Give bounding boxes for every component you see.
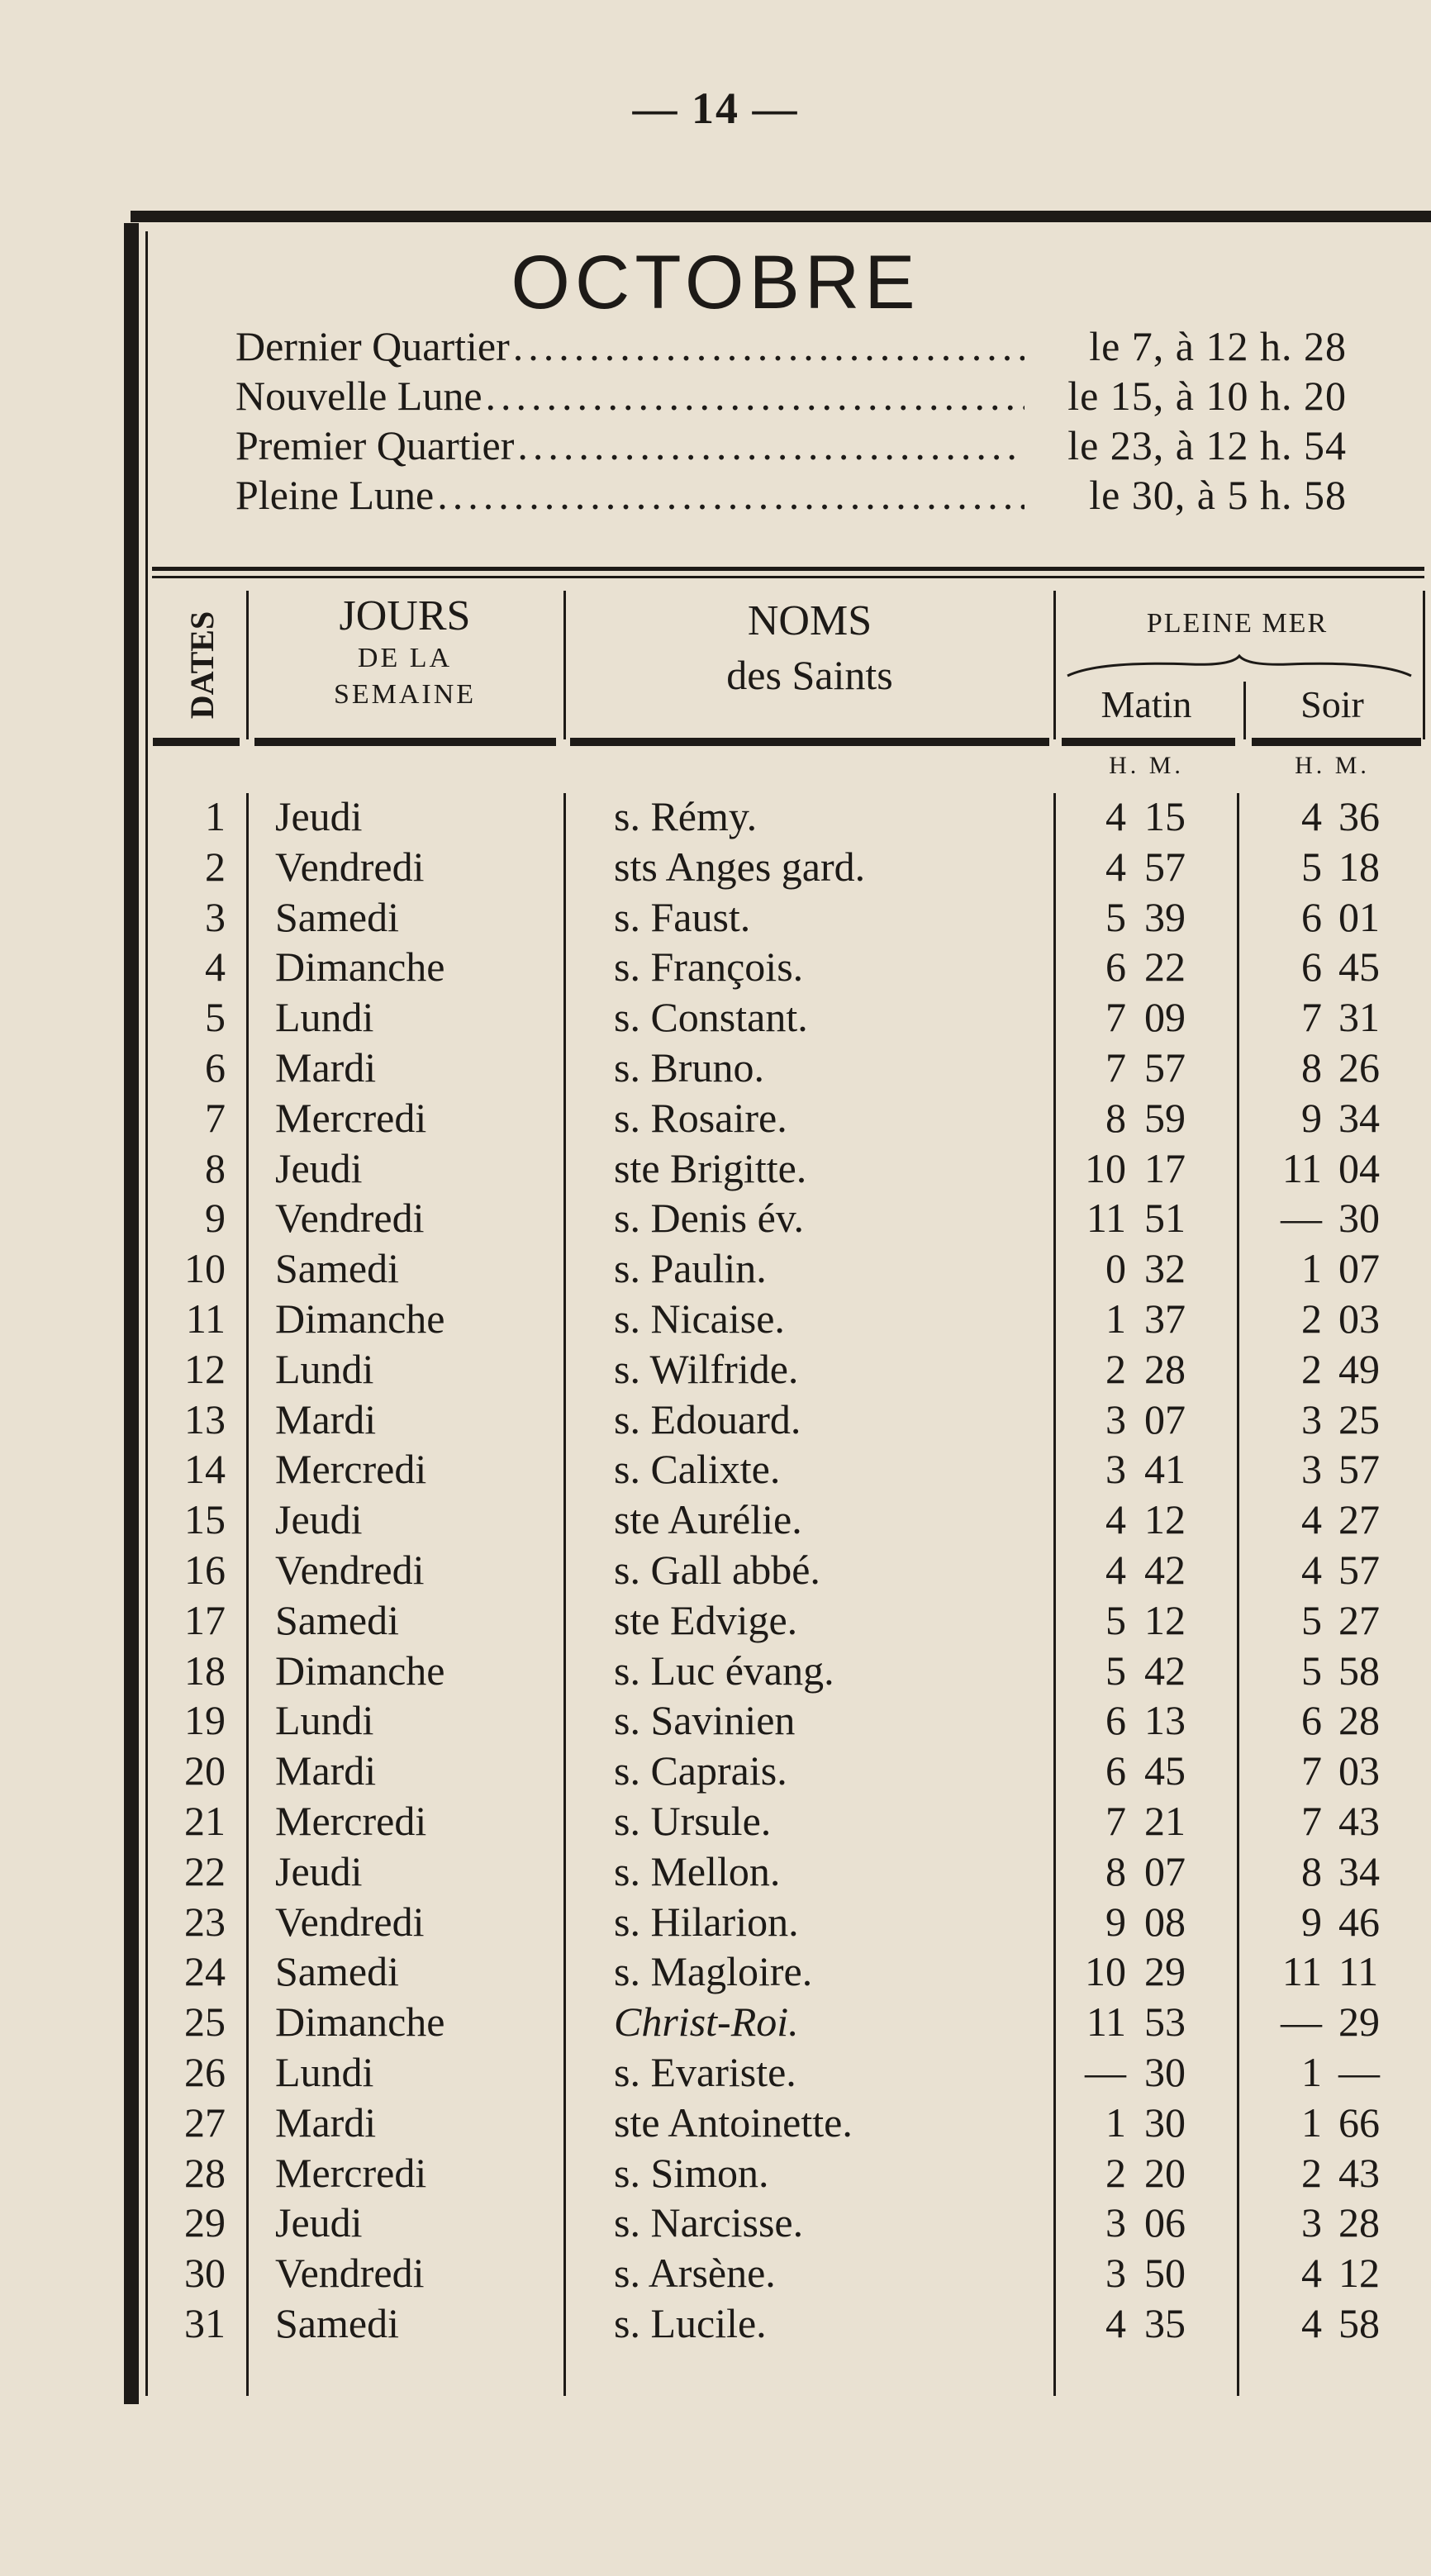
row-soir-hour: 7: [1301, 1747, 1322, 1794]
row-soir-hour: 8: [1301, 1043, 1322, 1091]
row-date: 21: [184, 1797, 226, 1844]
row-soir-hour: —: [1281, 1999, 1322, 2046]
row-soir-hour: 2: [1301, 1295, 1322, 1342]
row-matin-minute: 06: [1144, 2199, 1186, 2246]
row-soir-hour: 4: [1301, 1546, 1322, 1593]
header-underline: [570, 738, 1049, 746]
row-soir-minute: 34: [1338, 1094, 1380, 1141]
row-matin-hour: 6: [1105, 1697, 1126, 1744]
row-saint: s. Nicaise.: [614, 1295, 785, 1342]
row-matin-hour: 7: [1105, 1043, 1126, 1091]
row-matin-minute: 37: [1144, 1295, 1186, 1342]
row-soir-hour: 3: [1301, 1446, 1322, 1493]
row-date: 8: [205, 1144, 226, 1191]
row-date: 2: [205, 843, 226, 890]
row-saint: s. Constant.: [614, 994, 808, 1041]
row-day: Lundi: [275, 2048, 374, 2095]
row-matin-hour: 4: [1105, 793, 1126, 839]
row-matin-minute: 07: [1144, 1847, 1186, 1894]
row-soir-minute: 49: [1338, 1345, 1380, 1392]
row-day: Jeudi: [275, 2199, 363, 2246]
row-saint: s. Faust.: [614, 893, 751, 940]
row-matin-minute: 12: [1144, 1596, 1186, 1643]
row-matin-minute: 57: [1144, 843, 1186, 890]
row-soir-hour: 4: [1301, 2250, 1322, 2297]
row-saint: sts Anges gard.: [614, 843, 866, 890]
row-date: 6: [205, 1043, 226, 1091]
row-day: Vendredi: [275, 1898, 425, 1945]
row-matin-minute: 20: [1144, 2149, 1186, 2196]
header-underline: [1252, 738, 1421, 746]
row-saint: s. Denis év.: [614, 1195, 805, 1242]
row-soir-minute: 28: [1338, 2199, 1380, 2246]
row-matin-minute: 30: [1144, 2098, 1186, 2146]
row-soir-minute: 07: [1338, 1245, 1380, 1292]
row-day: Samedi: [275, 1596, 399, 1643]
row-soir-hour: 11: [1281, 1948, 1322, 1995]
moon-phases: [235, 322, 1347, 520]
row-matin-hour: 4: [1105, 1496, 1126, 1543]
col-subheader-hm-soir: H. M.: [1295, 752, 1370, 779]
moon-phase-row: [235, 471, 1347, 520]
row-saint: s. Edouard.: [614, 1395, 801, 1442]
row-matin-minute: 45: [1144, 1747, 1186, 1794]
col-header-dates-label: DATES: [183, 611, 221, 720]
row-day: Vendredi: [275, 1546, 425, 1593]
row-date: 29: [184, 2199, 226, 2246]
row-matin-minute: 51: [1144, 1195, 1186, 1242]
row-saint: s. Paulin.: [614, 1245, 767, 1292]
row-saint: s. Rosaire.: [614, 1094, 787, 1141]
row-saint: s. Savinien: [614, 1697, 796, 1744]
row-day: Jeudi: [275, 1496, 363, 1543]
col-header-jours-label: JOURS: [339, 592, 471, 639]
leader-dots: [483, 372, 1025, 420]
column-divider: [246, 591, 249, 739]
row-soir-hour: 6: [1301, 1697, 1322, 1744]
row-soir-hour: 9: [1301, 1898, 1322, 1945]
row-day: Lundi: [275, 994, 374, 1041]
column-divider: [1243, 682, 1246, 739]
row-day: Jeudi: [275, 793, 363, 839]
row-saint: s. Ursule.: [614, 1797, 772, 1844]
row-date: 3: [205, 893, 226, 940]
row-date: 5: [205, 994, 226, 1041]
row-matin-hour: 7: [1105, 994, 1126, 1041]
column-divider: [1237, 793, 1239, 2396]
row-matin-minute: 59: [1144, 1094, 1186, 1141]
row-date: 19: [184, 1697, 226, 1744]
row-date: 22: [184, 1847, 226, 1894]
row-soir-hour: 4: [1301, 793, 1322, 839]
row-saint: s. Rémy.: [614, 793, 758, 839]
row-day: Vendredi: [275, 2250, 425, 2297]
row-soir-hour: 7: [1301, 994, 1322, 1041]
row-matin-hour: 6: [1105, 1747, 1126, 1794]
row-date: 7: [205, 1094, 226, 1141]
row-date: 12: [184, 1345, 226, 1392]
row-soir-hour: 1: [1301, 1245, 1322, 1292]
row-saint: s. Luc évang.: [614, 1647, 834, 1694]
row-saint: s. Wilfride.: [614, 1345, 799, 1392]
phase-date: le 30, à 5 h. 58: [1089, 472, 1347, 518]
row-saint: s. Mellon.: [614, 1847, 781, 1894]
column-divider: [563, 591, 566, 739]
row-matin-minute: 35: [1144, 2299, 1186, 2346]
row-matin-hour: 3: [1105, 2250, 1126, 2297]
row-soir-minute: 12: [1338, 2250, 1380, 2297]
row-saint: s. Calixte.: [614, 1446, 781, 1493]
column-divider: [1053, 591, 1056, 739]
row-day: Lundi: [275, 1345, 374, 1392]
row-matin-minute: 50: [1144, 2250, 1186, 2297]
row-matin-hour: 4: [1105, 2299, 1126, 2346]
row-day: Dimanche: [275, 1295, 445, 1342]
row-matin-minute: 42: [1144, 1546, 1186, 1593]
col-header-jours-sub2: SEMAINE: [333, 679, 477, 710]
row-soir-minute: 30: [1338, 1195, 1380, 1242]
row-soir-minute: 57: [1338, 1546, 1380, 1593]
row-matin-minute: 30: [1144, 2048, 1186, 2095]
row-matin-hour: 8: [1105, 1094, 1126, 1141]
row-matin-hour: 9: [1105, 1898, 1126, 1945]
row-soir-hour: 1: [1301, 2098, 1322, 2146]
row-date: 31: [184, 2299, 226, 2346]
row-date: 17: [184, 1596, 226, 1643]
row-date: 30: [184, 2250, 226, 2297]
row-matin-hour: 2: [1105, 2149, 1126, 2196]
column-divider: [563, 793, 566, 2396]
row-matin-hour: 4: [1105, 1546, 1126, 1593]
row-soir-minute: 46: [1338, 1898, 1380, 1945]
phase-name: Pleine Lune: [235, 472, 435, 518]
phase-date: le 23, à 12 h. 54: [1067, 422, 1347, 468]
phase-name: Premier Quartier: [235, 422, 515, 468]
row-soir-minute: 26: [1338, 1043, 1380, 1091]
col-header-noms: [566, 597, 1053, 698]
row-soir-hour: —: [1281, 1195, 1322, 1242]
row-soir-hour: 8: [1301, 1847, 1322, 1894]
row-soir-hour: 9: [1301, 1094, 1322, 1141]
row-day: Dimanche: [275, 1999, 445, 2046]
row-soir-minute: 27: [1338, 1596, 1380, 1643]
row-matin-hour: 5: [1105, 1647, 1126, 1694]
row-saint: s. Lucile.: [614, 2299, 767, 2346]
row-soir-minute: 45: [1338, 943, 1380, 991]
row-soir-minute: 43: [1338, 2149, 1380, 2196]
row-date: 20: [184, 1747, 226, 1794]
row-day: Samedi: [275, 2299, 399, 2346]
row-date: 13: [184, 1395, 226, 1442]
row-saint: s. Magloire.: [614, 1948, 813, 1995]
row-soir-minute: 58: [1338, 2299, 1380, 2346]
row-soir-hour: 3: [1301, 2199, 1322, 2246]
row-day: Dimanche: [275, 1647, 445, 1694]
col-header-noms-label: NOMS: [747, 597, 872, 644]
row-soir-hour: 1: [1301, 2048, 1322, 2095]
row-saint: s. Arsène.: [614, 2250, 776, 2297]
row-day: Mercredi: [275, 1797, 427, 1844]
row-soir-minute: 34: [1338, 1847, 1380, 1894]
row-date: 10: [184, 1245, 226, 1292]
moon-phase-row: [235, 372, 1347, 421]
row-matin-minute: 39: [1144, 893, 1186, 940]
col-subheader-hm-matin: H. M.: [1109, 752, 1184, 779]
row-matin-hour: 2: [1105, 1345, 1126, 1392]
row-date: 11: [185, 1295, 226, 1342]
row-soir-hour: 2: [1301, 2149, 1322, 2196]
page-number: — 14 —: [632, 83, 799, 133]
row-soir-minute: —: [1338, 2048, 1380, 2095]
row-day: Vendredi: [275, 1195, 425, 1242]
row-matin-hour: 5: [1105, 1596, 1126, 1643]
row-matin-minute: 09: [1144, 994, 1186, 1041]
row-matin-minute: 21: [1144, 1797, 1186, 1844]
row-saint: ste Aurélie.: [614, 1496, 802, 1543]
row-date: 27: [184, 2098, 226, 2146]
row-soir-minute: 58: [1338, 1647, 1380, 1694]
header-underline: [1062, 738, 1235, 746]
frame-left-rule: [124, 223, 139, 2404]
row-matin-hour: 3: [1105, 2199, 1126, 2246]
row-matin-hour: 7: [1105, 1797, 1126, 1844]
row-soir-minute: 03: [1338, 1295, 1380, 1342]
row-matin-hour: 11: [1086, 1999, 1126, 2046]
row-matin-hour: 3: [1105, 1446, 1126, 1493]
leader-dots: [514, 421, 1025, 469]
row-matin-hour: —: [1085, 2048, 1126, 2095]
row-soir-hour: 4: [1301, 1496, 1322, 1543]
row-matin-hour: 0: [1105, 1245, 1126, 1292]
row-soir-minute: 18: [1338, 843, 1380, 890]
header-rule: [152, 576, 1424, 578]
col-header-jours-sub1: DE LA: [357, 643, 453, 673]
row-date: 28: [184, 2149, 226, 2196]
row-day: Jeudi: [275, 1847, 363, 1894]
phase-name: Nouvelle Lune: [235, 373, 483, 419]
col-header-matin: Matin: [1101, 683, 1192, 725]
col-header-dates: [161, 603, 244, 727]
row-saint: s. Simon.: [614, 2149, 769, 2196]
row-matin-hour: 10: [1085, 1948, 1126, 1995]
row-soir-minute: 11: [1338, 1948, 1379, 1995]
row-saint: ste Brigitte.: [614, 1144, 807, 1191]
row-date: 14: [184, 1446, 226, 1493]
row-date: 4: [205, 943, 226, 991]
row-soir-hour: 3: [1301, 1395, 1322, 1442]
row-day: Dimanche: [275, 943, 445, 991]
row-soir-minute: 29: [1338, 1999, 1380, 2046]
row-matin-minute: 13: [1144, 1697, 1186, 1744]
row-soir-hour: 6: [1301, 943, 1322, 991]
header-rule: [152, 567, 1424, 571]
row-matin-hour: 10: [1085, 1144, 1126, 1191]
row-soir-minute: 25: [1338, 1395, 1380, 1442]
row-date: 25: [184, 1999, 226, 2046]
row-matin-hour: 6: [1105, 943, 1126, 991]
row-matin-minute: 41: [1144, 1446, 1186, 1493]
row-date: 18: [184, 1647, 226, 1694]
row-day: Mercredi: [275, 1094, 427, 1141]
brace-divider: [1066, 653, 1413, 677]
row-soir-hour: 6: [1301, 893, 1322, 940]
row-day: Mercredi: [275, 1446, 427, 1493]
row-matin-hour: 1: [1105, 1295, 1126, 1342]
row-matin-minute: 17: [1144, 1144, 1186, 1191]
row-matin-minute: 42: [1144, 1647, 1186, 1694]
row-saint: ste Edvige.: [614, 1596, 798, 1643]
row-saint: s. Hilarion.: [614, 1898, 799, 1945]
row-day: Samedi: [275, 893, 399, 940]
month-title: OCTOBRE: [511, 240, 920, 325]
row-day: Vendredi: [275, 843, 425, 890]
row-day: Mardi: [275, 2098, 377, 2146]
row-matin-hour: 4: [1105, 843, 1126, 890]
col-header-pleine-mer: PLEINE MER: [1146, 608, 1329, 639]
row-saint: s. François.: [614, 943, 804, 991]
row-soir-minute: 57: [1338, 1446, 1380, 1493]
row-soir-minute: 43: [1338, 1797, 1380, 1844]
header-underline: [254, 738, 556, 746]
row-matin-hour: 1: [1105, 2098, 1126, 2146]
row-soir-minute: 31: [1338, 994, 1380, 1041]
row-matin-hour: 5: [1105, 893, 1126, 940]
col-header-noms-sub: des Saints: [726, 652, 893, 698]
right-frame-rule: [1423, 591, 1425, 739]
row-day: Lundi: [275, 1697, 374, 1744]
row-soir-minute: 27: [1338, 1496, 1380, 1543]
moon-phase-row: [235, 421, 1347, 471]
phase-date: le 7, à 12 h. 28: [1089, 323, 1347, 369]
row-day: Mercredi: [275, 2149, 427, 2196]
row-soir-hour: 4: [1301, 2299, 1322, 2346]
row-saint: s. Narcisse.: [614, 2199, 804, 2246]
row-day: Jeudi: [275, 1144, 363, 1191]
row-matin-minute: 12: [1144, 1496, 1186, 1543]
row-date: 26: [184, 2048, 226, 2095]
row-matin-minute: 32: [1144, 1245, 1186, 1292]
row-matin-minute: 57: [1144, 1043, 1186, 1091]
phase-name: Dernier Quartier: [235, 323, 510, 369]
row-soir-hour: 2: [1301, 1345, 1322, 1392]
moon-phase-row: [235, 322, 1347, 372]
row-soir-hour: 5: [1301, 843, 1322, 890]
leader-dots: [434, 471, 1025, 519]
row-matin-minute: 28: [1144, 1345, 1186, 1392]
row-date: 23: [184, 1898, 226, 1945]
row-matin-minute: 07: [1144, 1395, 1186, 1442]
row-date: 9: [205, 1195, 226, 1242]
header-underline: [153, 738, 240, 746]
row-soir-minute: 01: [1338, 893, 1380, 940]
row-soir-minute: 36: [1338, 793, 1380, 839]
row-soir-minute: 66: [1338, 2098, 1380, 2146]
row-saint: s. Bruno.: [614, 1043, 764, 1091]
frame-left-thin-rule: [145, 231, 148, 2396]
row-matin-minute: 08: [1144, 1898, 1186, 1945]
row-saint: s. Evariste.: [614, 2048, 796, 2095]
row-soir-hour: 11: [1281, 1144, 1322, 1191]
row-day: Mardi: [275, 1043, 377, 1091]
col-header-jours: [248, 592, 562, 710]
row-soir-minute: 03: [1338, 1747, 1380, 1794]
row-soir-minute: 04: [1338, 1144, 1380, 1191]
row-saint: ste Antoinette.: [614, 2098, 853, 2146]
row-soir-hour: 5: [1301, 1596, 1322, 1643]
row-matin-minute: 29: [1144, 1948, 1186, 1995]
leader-dots: [510, 322, 1025, 370]
row-day: Samedi: [275, 1245, 399, 1292]
row-saint: Christ-Roi.: [614, 1999, 799, 2046]
row-date: 16: [184, 1546, 226, 1593]
row-date: 1: [205, 793, 226, 839]
row-matin-minute: 22: [1144, 943, 1186, 991]
row-soir-minute: 28: [1338, 1697, 1380, 1744]
row-day: Mardi: [275, 1395, 377, 1442]
row-matin-hour: 8: [1105, 1847, 1126, 1894]
row-matin-hour: 11: [1086, 1195, 1126, 1242]
row-date: 24: [184, 1948, 226, 1995]
row-matin-minute: 53: [1144, 1999, 1186, 2046]
row-matin-minute: 15: [1144, 793, 1186, 839]
row-soir-hour: 5: [1301, 1647, 1322, 1694]
column-divider: [246, 793, 249, 2396]
row-saint: s. Caprais.: [614, 1747, 787, 1794]
frame-top-rule: [131, 211, 1431, 222]
row-day: Samedi: [275, 1948, 399, 1995]
row-matin-hour: 3: [1105, 1395, 1126, 1442]
row-day: Mardi: [275, 1747, 377, 1794]
phase-date: le 15, à 10 h. 20: [1067, 373, 1347, 419]
col-header-soir: Soir: [1300, 683, 1364, 725]
row-saint: s. Gall abbé.: [614, 1546, 820, 1593]
row-soir-hour: 7: [1301, 1797, 1322, 1844]
row-date: 15: [184, 1496, 226, 1543]
